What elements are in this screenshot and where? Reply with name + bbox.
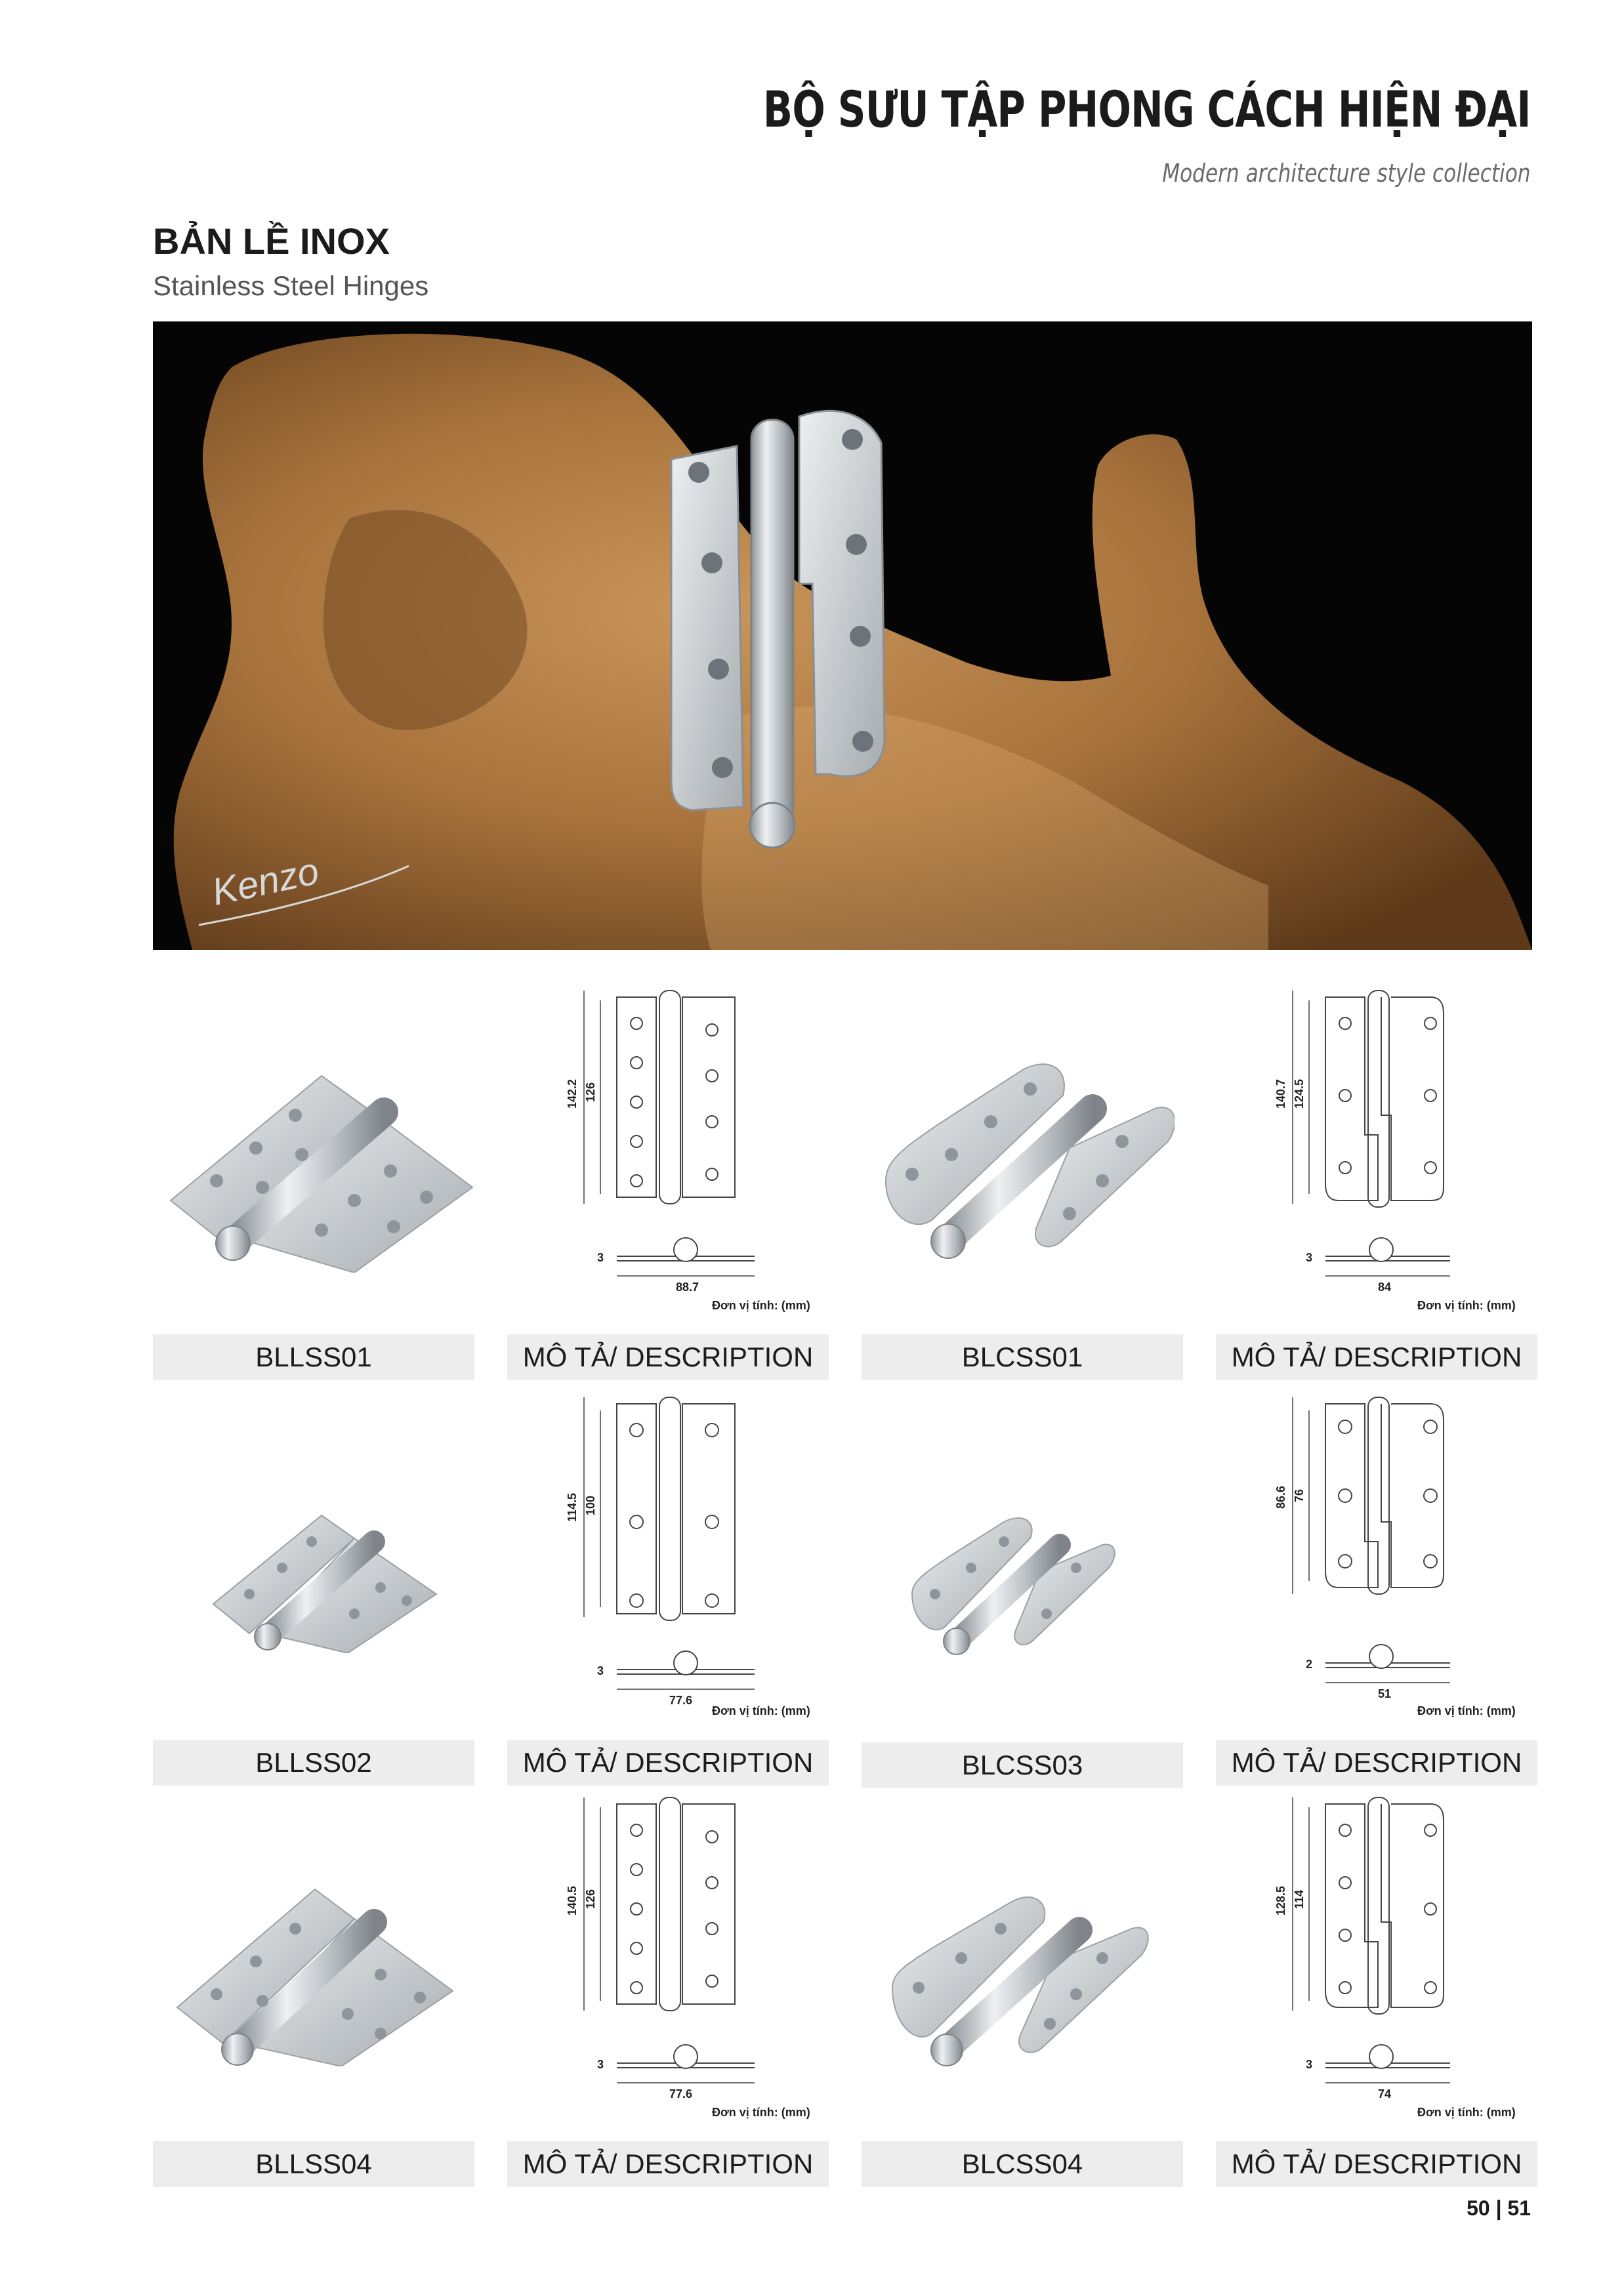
- unit-note: Đơn vị tính: (mm): [712, 1299, 810, 1312]
- product-image-bllss02: [203, 1483, 453, 1653]
- height-outer: 140.7: [1274, 1078, 1287, 1109]
- product-image-blcss04: [879, 1876, 1155, 2073]
- description-label[interactable]: MÔ TẢ/ DESCRIPTION: [1216, 2141, 1537, 2187]
- product-code-bllss04: BLLSS04: [153, 2141, 474, 2187]
- height-inner: 76: [1293, 1488, 1306, 1502]
- height-inner: 100: [584, 1495, 597, 1515]
- product-image-blcss01: [873, 1050, 1175, 1273]
- height-inner: 126: [584, 1082, 597, 1102]
- height-outer: 128.5: [1274, 1885, 1287, 1916]
- thickness-label: 3: [597, 1664, 604, 1677]
- thickness-label: 2: [1306, 1658, 1313, 1671]
- width-label: 77.6: [669, 2087, 693, 2101]
- technical-drawing-blcss01: [1273, 984, 1549, 1299]
- height-inner: 126: [584, 1889, 597, 1909]
- hero-photo: [153, 321, 1532, 950]
- height-inner: 124.5: [1293, 1078, 1306, 1109]
- description-label[interactable]: MÔ TẢ/ DESCRIPTION: [1216, 1740, 1537, 1786]
- hero-illustration: [153, 321, 1532, 950]
- section-title: BẢN LỀ INOX: [153, 220, 390, 262]
- technical-drawing-bllss02: [564, 1391, 840, 1706]
- collection-subtitle: Modern architecture style collection: [1162, 159, 1531, 188]
- unit-note: Đơn vị tính: (mm): [1417, 2106, 1516, 2119]
- description-label[interactable]: MÔ TẢ/ DESCRIPTION: [507, 1740, 829, 1786]
- height-inner: 114: [1293, 1889, 1306, 1909]
- width-label: 84: [1378, 1281, 1392, 1294]
- signature: Kenzo: [208, 849, 323, 914]
- height-outer: 140.5: [566, 1885, 579, 1916]
- thickness-label: 3: [597, 1251, 604, 1264]
- technical-drawing-blcss03: [1273, 1391, 1549, 1706]
- description-label[interactable]: MÔ TẢ/ DESCRIPTION: [1216, 1334, 1537, 1380]
- height-outer: 142.2: [566, 1078, 579, 1109]
- technical-drawing-blcss04: [1273, 1791, 1549, 2106]
- product-code-blcss04: BLCSS04: [862, 2141, 1183, 2187]
- unit-note: Đơn vị tính: (mm): [712, 1704, 810, 1717]
- product-image-bllss04: [164, 1856, 466, 2066]
- width-label: 51: [1378, 1687, 1392, 1700]
- technical-drawing-bllss01: [564, 984, 840, 1299]
- product-image-bllss01: [157, 1023, 479, 1273]
- thickness-label: 3: [1306, 2058, 1313, 2071]
- height-outer: 86.6: [1274, 1485, 1287, 1509]
- thickness-label: 3: [1306, 1251, 1313, 1264]
- unit-note: Đơn vị tính: (mm): [1417, 1704, 1516, 1717]
- product-code-blcss01: BLCSS01: [862, 1334, 1183, 1380]
- technical-drawing-bllss04: [564, 1791, 840, 2106]
- thickness-label: 3: [597, 2058, 604, 2071]
- product-code-blcss03: BLCSS03: [862, 1742, 1183, 1788]
- unit-note: Đơn vị tính: (mm): [712, 2106, 810, 2119]
- page-number: 50 | 51: [1467, 2196, 1531, 2220]
- product-code-bllss01: BLLSS01: [153, 1334, 474, 1380]
- description-label[interactable]: MÔ TẢ/ DESCRIPTION: [507, 2141, 829, 2187]
- width-label: 74: [1378, 2087, 1392, 2101]
- unit-note: Đơn vị tính: (mm): [1417, 1299, 1516, 1312]
- description-label[interactable]: MÔ TẢ/ DESCRIPTION: [507, 1334, 829, 1380]
- collection-title: BỘ SƯU TẬP PHONG CÁCH HIỆN ĐẠI: [763, 80, 1531, 138]
- product-image-blcss03: [899, 1502, 1122, 1660]
- section-subtitle: Stainless Steel Hinges: [153, 270, 429, 301]
- product-code-bllss02: BLLSS02: [153, 1740, 474, 1786]
- height-outer: 114.5: [566, 1492, 579, 1522]
- width-label: 77.6: [669, 1694, 693, 1706]
- width-label: 88.7: [676, 1281, 699, 1294]
